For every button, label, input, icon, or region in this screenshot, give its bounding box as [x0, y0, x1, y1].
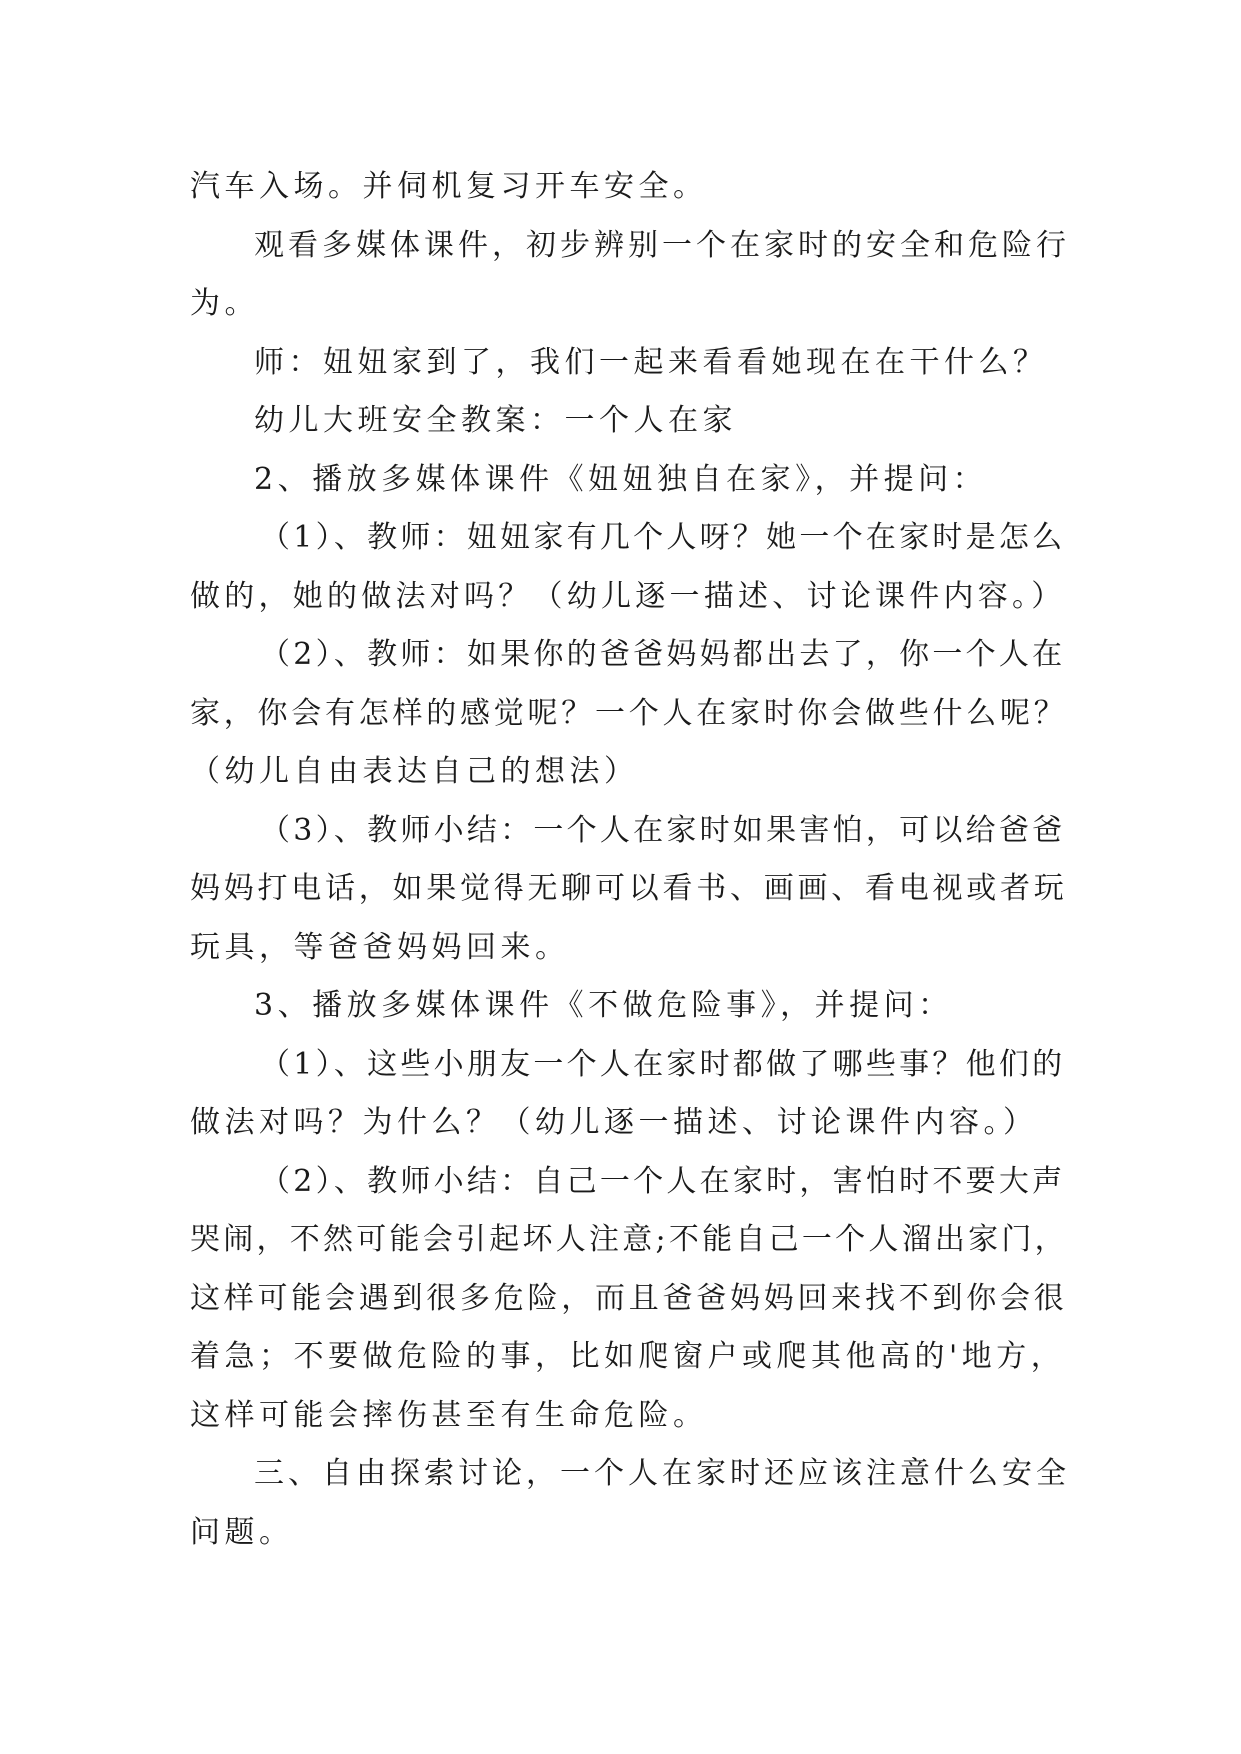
text-line: 家，你会有怎样的感觉呢？一个人在家时你会做些什么呢？: [190, 695, 1068, 731]
text-line: （2）、教师：如果你的爸爸妈妈都出去了，你一个人在: [260, 637, 1066, 672]
text-line: 汽车入场。并伺机复习开车安全。: [190, 169, 708, 204]
text-line: 做的，她的做法对吗？（幼儿逐一描述、讨论课件内容。）: [190, 578, 1066, 614]
text-line: 妈妈打电话，如果觉得无聊可以看书、画画、看电视或者玩: [190, 871, 1068, 906]
text-line: 2、播放多媒体课件《妞妞独自在家》，并提问：: [254, 461, 988, 497]
text-line: （幼儿自由表达自己的想法）: [190, 754, 639, 789]
text-line: （3）、教师小结：一个人在家时如果害怕，可以给爸爸: [260, 812, 1066, 848]
text-line: 做法对吗？为什么？（幼儿逐一描述、讨论课件内容。）: [190, 1105, 1038, 1140]
text-line: 玩具，等爸爸妈妈回来。: [190, 929, 570, 965]
text-line: （2）、教师小结：自己一个人在家时，害怕时不要大声: [260, 1163, 1066, 1199]
text-line: （1）、这些小朋友一个人在家时都做了哪些事？他们的: [260, 1046, 1066, 1082]
document-page: [190, 158, 1070, 1562]
text-line: 这样可能会摔伤甚至有生命危险。: [190, 1397, 708, 1433]
text-line: 观看多媒体课件，初步辨别一个在家时的安全和危险行: [254, 227, 1070, 263]
text-line: 幼儿大班安全教案：一个人在家: [254, 403, 737, 438]
text-line: 师：妞妞家到了，我们一起来看看她现在在干什么？: [254, 344, 1048, 380]
text-line: 3、播放多媒体课件《不做危险事》，并提问：: [254, 988, 953, 1023]
text-line: 这样可能会遇到很多危险，而且爸爸妈妈回来找不到你会很: [190, 1280, 1068, 1316]
text-line: 问题。: [190, 1514, 294, 1550]
text-line: （1）、教师：妞妞家有几个人呀？她一个在家时是怎么: [260, 520, 1066, 555]
text-line: 为。: [190, 286, 259, 321]
text-line: 三、自由探索讨论，一个人在家时还应该注意什么安全: [254, 1456, 1070, 1491]
text-line: 哭闹，不然可能会引起坏人注意;不能自己一个人溜出家门，: [190, 1222, 1068, 1257]
text-line: 着急；不要做危险的事，比如爬窗户或爬其他高的'地方，: [190, 1339, 1066, 1374]
